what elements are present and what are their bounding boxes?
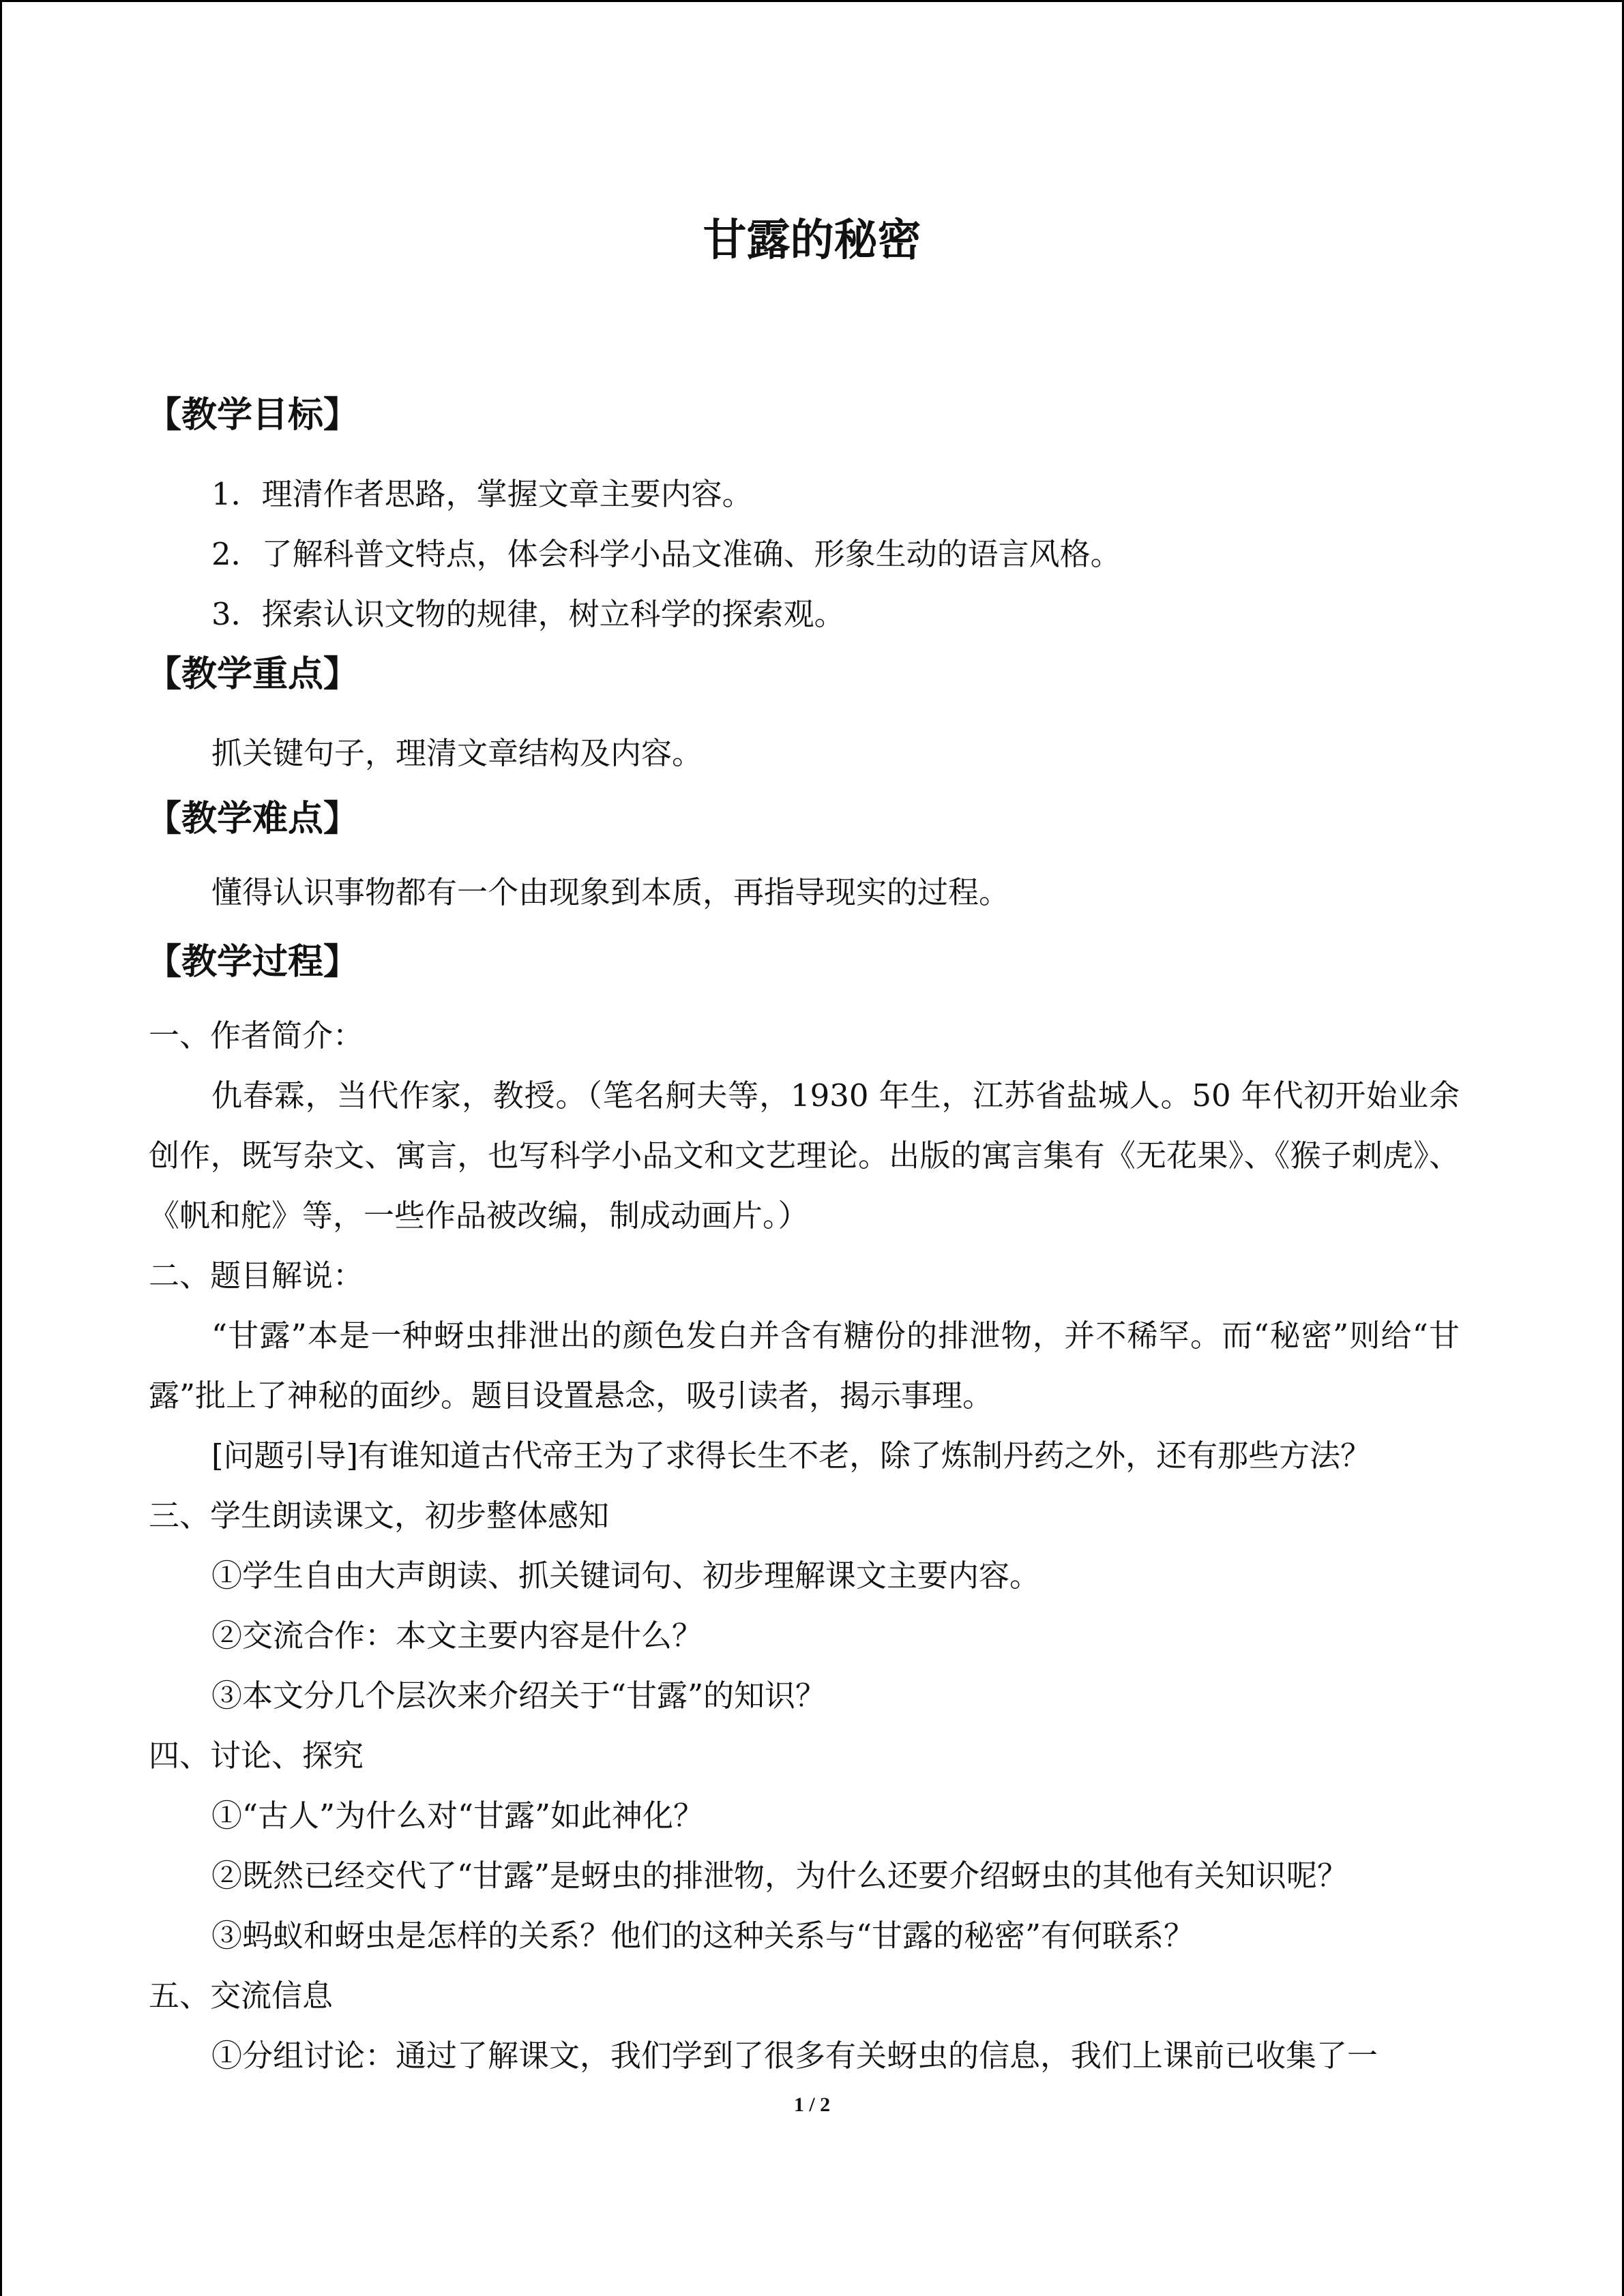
discussion-item: ③蚂蚁和蚜虫是怎样的关系？他们的这种关系与“甘露的秘密”有何联系？	[211, 1918, 1195, 1954]
objective-item: 3．探索认识文物的规律，树立科学的探索观。	[211, 596, 845, 632]
section-title-discussion: 四、讨论、探究	[149, 1738, 364, 1774]
section-title-exchange: 五、交流信息	[149, 1978, 334, 2014]
author-paragraph: 仇春霖，当代作家，教授。（笔名舸夫等，1930 年生，江苏省盐城人。50 年代初开始业余创作，既写杂文、寓言，也写科学小品文和文艺理论。出版的寓言集有《无花果》、《猴子刺虎》、《帆和舵》等，一些作品被改编，制成动画片。）	[149, 1077, 1460, 1234]
objectives-heading: 【教学目标】	[146, 395, 359, 436]
section-title-topic: 二、题目解说：	[149, 1257, 364, 1294]
discussion-item: ②既然已经交代了“甘露”是蚜虫的排泄物，为什么还要介绍蚜虫的其他有关知识呢？	[211, 1858, 1348, 1894]
discussion-item: ①“古人”为什么对“甘露”如此神化？	[211, 1798, 705, 1834]
difficulties-text: 懂得认识事物都有一个由现象到本质，再指导现实的过程。	[211, 874, 1010, 910]
objective-item: 2．了解科普文特点，体会科学小品文准确、形象生动的语言风格。	[211, 536, 1121, 572]
reading-item: ③本文分几个层次来介绍关于“甘露”的知识？	[211, 1678, 827, 1714]
key-points-text: 抓关键句子，理清文章结构及内容。	[211, 735, 703, 771]
objective-item: 1．理清作者思路，掌握文章主要内容。	[211, 476, 753, 512]
exchange-item: ①分组讨论：通过了解课文，我们学到了很多有关蚜虫的信息，我们上课前已收集了一	[211, 2038, 1378, 2074]
document-body	[146, 385, 1460, 2086]
reading-item: ②交流合作：本文主要内容是什么？	[211, 1617, 703, 1654]
process-heading: 【教学过程】	[146, 942, 359, 983]
section-title-author: 一、作者简介：	[149, 1017, 364, 1054]
page-number: 1 / 2	[793, 2093, 831, 2116]
page-border-left	[0, 0, 2, 2296]
reading-item: ①学生自由大声朗读、抓关键词句、初步理解课文主要内容。	[211, 1557, 1041, 1594]
section-title-reading: 三、学生朗读课文，初步整体感知	[149, 1497, 610, 1534]
page-border-top	[0, 0, 1624, 2]
key-points-heading: 【教学重点】	[146, 654, 359, 695]
document-title: 甘露的秘密	[703, 215, 921, 266]
difficulties-heading: 【教学难点】	[146, 799, 359, 839]
guiding-question: [问题引导]有谁知道古代帝王为了求得长生不老，除了炼制丹药之外，还有那些方法？	[211, 1437, 1372, 1474]
topic-paragraph: “甘露”本是一种蚜虫排泄出的颜色发白并含有糖份的排泄物，并不稀罕。而“秘密”则给“甘露”批上了神秘的面纱。题目设置悬念，吸引读者，揭示事理。	[149, 1317, 1460, 1414]
